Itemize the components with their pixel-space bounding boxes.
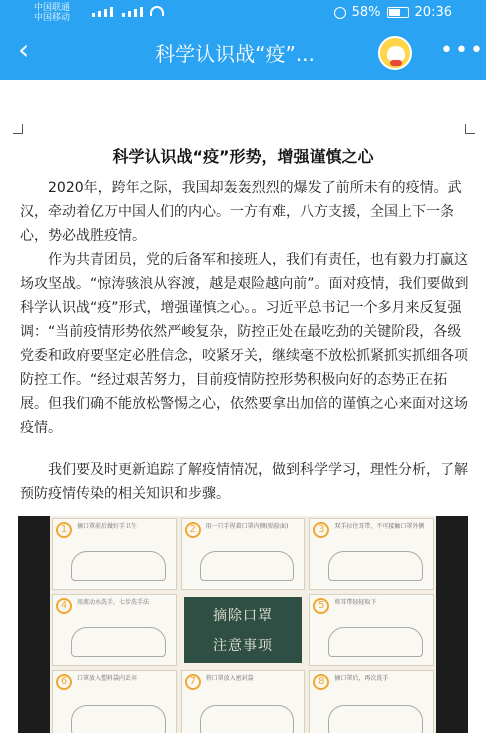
step-cell-7 bbox=[181, 670, 306, 733]
article-document bbox=[0, 80, 486, 733]
more-dots-icon: ••• bbox=[440, 38, 485, 63]
step-cell-4 bbox=[52, 594, 177, 666]
status-right bbox=[334, 5, 452, 20]
step-number: 5 bbox=[313, 598, 329, 614]
carrier-2: 中国移动 bbox=[34, 13, 71, 23]
more-button[interactable] bbox=[440, 38, 485, 66]
step-text: 将耳带轻轻取下 bbox=[334, 599, 377, 606]
app-topbar bbox=[0, 0, 486, 80]
step-text: 双手拉住耳带，不可接触口罩外侧 bbox=[334, 523, 425, 530]
step-number: 4 bbox=[56, 598, 72, 614]
step-cell-8 bbox=[309, 670, 434, 733]
article-paragraph-2: 作为共青团员，党的后备军和接班人，我们有责任，也有毅力打赢这场攻坚战。“惊涛骇浪从容渡，越是艰险越向前”。面对疫情，我们要做到科学认识战“疫”形式，增强谨慎之心。。习近平总书记一个多月来反复强调：“当前疫情形势依然严峻复杂，防控正处在最吃劲的关键阶段，各级党委和政府要坚定必胜信念，咬紧牙关，继续毫不放松抓紧抓实抓细各项防控工作。“经过艰苦努力，目前疫情防控形势积极向好的态势正在拓展。但我们确不能放松警惕之心，依然要拿出加倍的谨慎之心来面对这场疫情。 bbox=[20, 252, 469, 436]
step-text: 用流动水洗手，七步洗手法 bbox=[77, 599, 150, 606]
step-number: 3 bbox=[313, 522, 329, 538]
step-number: 8 bbox=[313, 674, 329, 690]
infographic-grid bbox=[50, 516, 436, 733]
bin-illustration-icon bbox=[71, 705, 166, 733]
center-line-2: 注意事项 bbox=[212, 638, 273, 654]
signal-icon bbox=[92, 7, 143, 17]
app-header bbox=[0, 26, 486, 80]
crop-mark-left bbox=[13, 124, 23, 134]
carrier-labels bbox=[34, 3, 70, 23]
step-cell-1 bbox=[52, 518, 177, 590]
status-bar bbox=[0, 0, 486, 26]
step-cell-3 bbox=[309, 518, 434, 590]
chevron-left-icon: ‹ bbox=[18, 33, 30, 66]
article-title: 科学认识战“疫”形势，增强谨慎之心 bbox=[112, 147, 374, 166]
infographic-image[interactable] bbox=[18, 516, 468, 733]
step-number: 7 bbox=[185, 674, 201, 690]
mask-illustration-icon bbox=[200, 551, 295, 581]
article-paragraph-1: 2020年，跨年之际，我国却轰轰烈烈的爆发了前所未有的疫情。武汉，牵动着亿万中国人们的内心。一方有难，八方支援，全国上下一条心，势必战胜疫情。 bbox=[20, 180, 462, 244]
step-text: 摘口罩前后做好手卫生 bbox=[77, 523, 138, 530]
handwash-illustration-icon bbox=[71, 627, 166, 657]
step-number: 1 bbox=[56, 522, 72, 538]
step-text: 用一只手捏着口罩内侧(贴脸面) bbox=[205, 523, 289, 530]
article-paragraph-3: 我们要及时更新追踪了解疫情情况，做到科学学习，理性分析，了解预防疫情传染的相关知识和步骤。 bbox=[20, 462, 468, 502]
mask-illustration-icon bbox=[71, 551, 166, 581]
hands-illustration-icon bbox=[328, 627, 423, 657]
alarm-icon bbox=[334, 7, 346, 19]
step-cell-5 bbox=[309, 594, 434, 666]
crop-mark-right bbox=[465, 124, 475, 134]
step-cell-6 bbox=[52, 670, 177, 733]
back-button[interactable] bbox=[18, 33, 48, 66]
center-line-1: 摘除口罩 bbox=[212, 608, 273, 624]
step-number: 2 bbox=[185, 522, 201, 538]
step-text: 摘口罩后，再次洗手 bbox=[334, 675, 389, 682]
hands-illustration-icon bbox=[328, 705, 423, 733]
avatar[interactable] bbox=[378, 36, 412, 70]
carrier-1: 中国联通 bbox=[34, 3, 71, 13]
battery-percent: 58% bbox=[351, 5, 381, 20]
step-text: 将口罩放入密封袋 bbox=[205, 675, 254, 682]
bag-illustration-icon bbox=[200, 705, 295, 733]
hands-illustration-icon bbox=[328, 551, 423, 581]
page-title: 科学认识战“疫”... bbox=[155, 42, 315, 66]
wifi-icon bbox=[150, 6, 164, 16]
clock: 20:36 bbox=[414, 5, 452, 20]
infographic-center-tile bbox=[181, 594, 306, 666]
step-number: 6 bbox=[56, 674, 72, 690]
step-text: 口罩放入塑料袋内丢弃 bbox=[77, 675, 138, 682]
battery-icon bbox=[387, 7, 409, 18]
step-cell-2 bbox=[181, 518, 306, 590]
